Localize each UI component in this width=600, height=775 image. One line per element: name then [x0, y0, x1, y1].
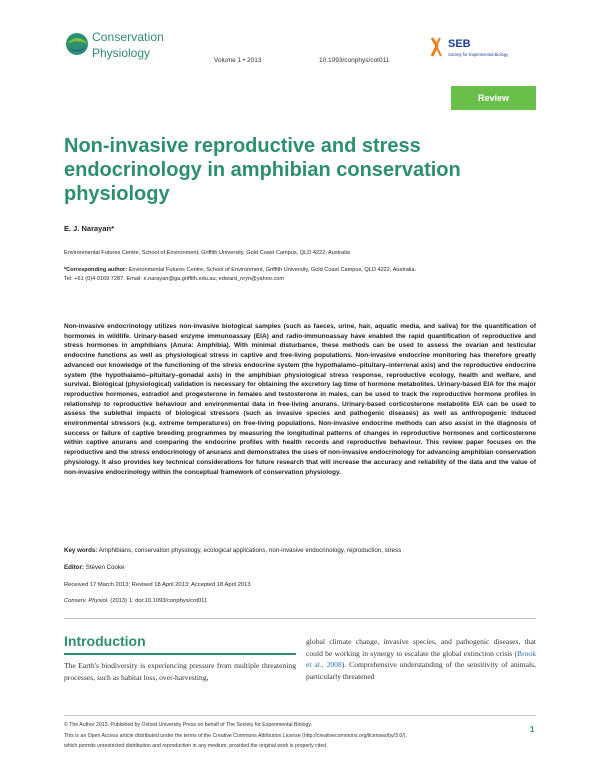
volume-label: Volume 1 • 2013 — [214, 57, 262, 64]
affiliation: Environmental Futures Centre, School of Environment, Griffith University, Gold Coast Campus, QLD 4222, Australia — [64, 250, 350, 256]
keywords — [64, 547, 536, 554]
society-name: SEB — [448, 38, 471, 50]
author-list: E. J. Narayan* — [64, 224, 115, 233]
body-text: ). Comprehensive understanding of the sensitivity of animals, particularly threatened — [306, 660, 536, 681]
section-heading: Introduction — [64, 633, 146, 649]
reference-link[interactable]: Brook et al., 2008 — [306, 648, 536, 670]
page-number: 1 — [530, 725, 535, 734]
corresponding-author — [64, 266, 534, 284]
corresponding-address: Environmental Futures Centre, School of Environment, Griffith University, Gold Coast Campus, QLD 4222, Australia. — [127, 267, 417, 273]
received-dates: Received 17 March 2013; Revised 18 April 2013; Accepted 18 April 2013 — [64, 582, 251, 588]
doi-label: 10.1093/conphys/cot011 — [319, 57, 390, 64]
journal-name-line1: Conservation — [92, 30, 164, 44]
footer-divider — [64, 715, 536, 716]
article-title: Non-invasive reproductive and stress endocrinology in amphibian conservation physiology — [64, 135, 461, 205]
editor — [64, 564, 125, 571]
divider — [64, 618, 536, 619]
citation — [64, 598, 207, 604]
body-column-left: The Earth's biodiversity is experiencing pressure from multiple threatening processes, such as habitat loss, over-harvesting, — [64, 661, 296, 682]
seb-logo-icon — [428, 36, 448, 58]
article-type-label: Review — [477, 93, 510, 103]
article-type-badge — [451, 86, 536, 110]
license-line-2: which permits unrestricted distribution and reproduction in any medium, provided the original work is properly cited. — [64, 743, 328, 749]
editor-label: Editor: — [64, 564, 84, 571]
editor-name: Steven Cooke — [83, 564, 125, 571]
society-subtitle: Society for Experimental Biology — [448, 52, 509, 57]
section-heading-underline — [64, 653, 296, 655]
citation-journal: Conserv. Physiol. — [64, 598, 109, 604]
copyright-line: © The Author 2013. Published by Oxford University Press on behalf of The Society for Experimental Biology. — [64, 722, 313, 728]
body-column-right — [306, 636, 536, 682]
contact-info: Tel: +61 (0)4 0169 7287. Email: e.narayan@ga.griffith.edu.au; edward_nryn@yahoo.com — [64, 276, 285, 282]
keywords-text: Amphibians, conservation physiology, ecological applications, non-invasive endocrinology, reproduction, stress — [97, 547, 402, 554]
abstract: Non-invasive endocrinology utilizes non-invasive biological samples (such as faeces, urine, hair, aquatic media, and saliva) for the quantification of hormones in wildlife. Urinary-based enzyme immunoassay (EIA) and radio-immunoassay have enabled the rapid quantification of reproductive and stress hormones in amphibians (Anura: Amphibia). With minimal disturbance, these methods can be used to assess the ovarian and testicular endocrine functions as well as physiological stress in captive and free-living populations. Non-invasive endocrine monitoring has therefore greatly advanced our knowledge of the functioning of the stress endocrine system (the hypothalamo–pituitary–interrenal axis) and the reproductive endocrine system (the hypothalamo–pituitary–gonadal axis) in the amphibian physiological stress response, reproductive ecology, health and welfare, and survival. Biological (physiological) validation is necessary for obtaining the excretory lag time of hormone metabolites. Urinary-based EIA for the major reproductive hormones, estradiol and progesterone in females and testosterone in males, can be used to track the reproductive hormone profiles in relationship to reproductive behaviour and environmental data in free-living anurans. Urinary-based corticosterone metabolite EIA can be used to assess the sublethal impacts of biological stressors (such as invasive species and pathogenic diseases) as well as anthropogenic induced environmental stressors (e.g. extreme temperatures) on free-living populations. Non-invasive endocrine methods can also assist in the diagnosis of success or failure of captive breeding programmes by measuring the longitudinal patterns of changes in reproductive hormones and corticosterone within captive anurans and comparing the endocrine profiles with health records and reproductive behaviour. This review paper focuses on the reproductive and the stress endocrinology of anurans and demonstrates the uses of non-invasive endocrinology for advancing amphibian conservation physiology. It also provides key technical considerations for future research that will increase the accuracy and reliability of the data and the value of non-invasive endocrinology within the conceptual framework of conservation physiology. — [64, 323, 536, 476]
keywords-label: Key words: — [64, 547, 98, 554]
journal-name-line2: Physiology — [92, 46, 151, 60]
license-line: This is an Open Access article distributed under the terms of the Creative Commons Attribution License (http://creativecommons.org/licenses/by/3.0/), — [64, 733, 407, 739]
corresponding-label: *Corresponding author: — [64, 267, 128, 273]
body-text: global climate change, invasive species, and pathogenic diseases, that could be working in synergy to escalate the global extinction crisis ( — [306, 637, 536, 658]
citation-details: (2013) 1: doi:10.1093/conphys/cot011 — [108, 598, 208, 604]
